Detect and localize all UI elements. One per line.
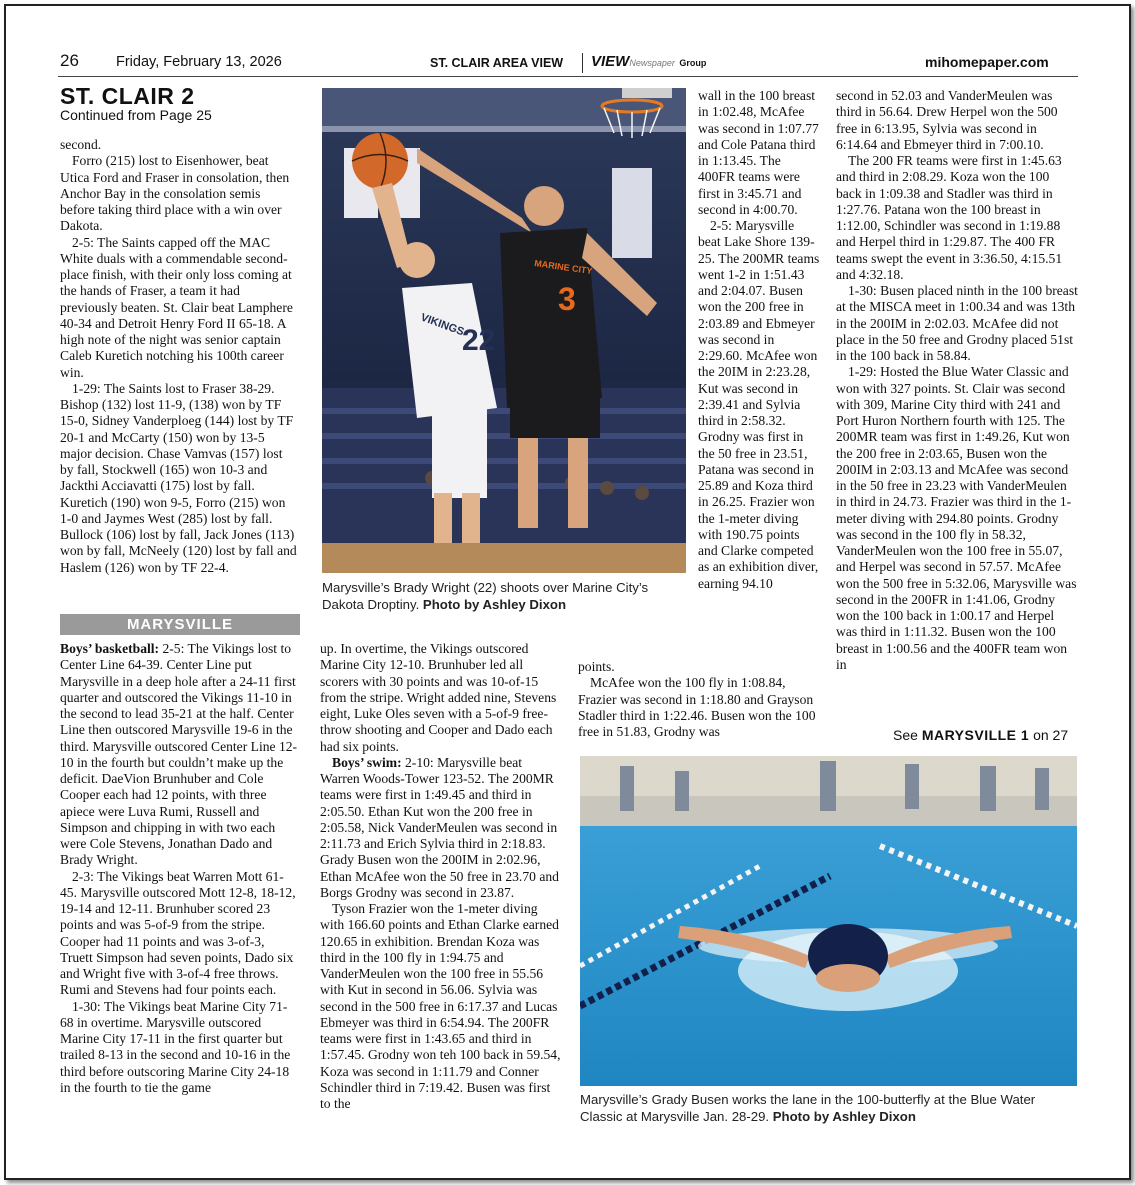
marysville-banner [60, 614, 300, 635]
group-logo-tail: Group [679, 58, 707, 68]
swim-photo-credit: Photo by Ashley Dixon [772, 1108, 916, 1124]
basketball-text-1: 2-5: The Vikings lost to Center Line 64-39. Center Line put Marysville in a deep hole after a 24-11 first quarter and outscored the Vikings 11-10 in the second to lead 35-21 at the half. Center Line then outscored Marysville 19-6 in the third. Marysville outscored Center Line 12-10 in the fourth but couldn’t make up the deficit. DaeVion Brunhuber and Cole Cooper each had 12 points, with three apiece were Luva Rumi, Russell and Simpson and chipping in with two each were Cole Stevens, Jonathan Dado and Brady Wright. [60, 641, 298, 868]
basketball-photo [322, 88, 686, 573]
marysville-column-5 [836, 88, 1078, 673]
basketball-lead: Boys’ basketball: [60, 641, 160, 656]
swim-photo [580, 756, 1077, 1086]
basketball-photo-credit: Photo by Ashley Dixon [422, 596, 567, 612]
swim-lead: Boys’ swim: [332, 754, 402, 770]
basketball-para-3: 1-30: The Vikings beat Marine City 71-68 in overtime. Marysville outscored Marine City 17-11 in the first quarter but trailed 8-13 in the second and 10-16 in the third before outscoring Marine City 24-18 in the fourth to tie the game [60, 998, 291, 1095]
col5-para-2: The 200 FR teams were first in 1:45.63 and third in 2:08.29. Koza won the 100 back in 1:09.38 and Stadler was third in 1:27.76. Patana won the 100 breast in 1:12.00, Schindler was second in 1:19.88 and Herpel third in 1:29.87. The 400 FR teams swept the event in 3:36.50, 4:15.51 and 4:32.18. [836, 153, 1063, 282]
swim-photo-art [580, 756, 1077, 1086]
swim-para-2: Tyson Frazier won the 1-meter diving with 166.60 points and Ethan Clarke earned 120.65 in exhibition. Brendan Koza was third in the 100 fly in 1:94.75 and VanderMeulen won the 100 free in 55.56 with Kut in second in 56.06. Sylvia was second in the 500 free in 6:17.37 and Lucas Ebmeyer was third in 6:54.94. The 200FR teams were first in 1:43.65 and third in 1:57.45. Grodny won teh 100 back in 59.54, Koza was second in 1:11.79 and Conner Schindler third in 7:19.42. Busen was first to the [320, 901, 561, 1111]
jump-see: See [893, 727, 918, 743]
marysville-column-3 [320, 641, 561, 1112]
basketball-para-1 [60, 641, 300, 869]
publication-name: ST. CLAIR AREA VIEW [430, 56, 564, 70]
issue-date: Friday, February 13, 2026 [116, 54, 282, 70]
stclair-para-4: 1-29: The Saints lost to Fraser 38-29. Bishop (132) lost 11-9, (138) won by TF 15-0, Sidney Vanderploeg (144) lost by TF 20-1 and McCarty (150) won by 13-5 major decision. Chase Vamvas (157) lost by fall, Stockwell (165) won 10-3 and Jackthi Acciavatti (175) lost by fall. Kuretich (190) won 9-5, Forro (215) won 1-0 and Jaymes West (285) lost by fall. Bullock (106) lost by fall, Jack Jones (113) won by fall, McNeely (120) lost by fall and Haslem (126) won by TF 22-4. [60, 380, 297, 575]
col4-points: points. [578, 659, 615, 674]
stclair-para-2: Forro (215) lost to Eisenhower, beat Utica Ford and Fraser in consolation, then Anchor Bay in the consolation semis before taking third place with a win over Dakota. [60, 153, 290, 234]
marysville-banner-label: MARYSVILLE [126, 616, 234, 633]
col5-para-3: 1-30: Busen placed ninth in the 100 breast at the MISCA meet in 1:00.34 and was 13th in the 200IM in 2:02.03. McAfee did not place in the 50 free and Grodny placed 51st in the 100 back in 58.84. [836, 283, 1078, 363]
basketball-photo-art [322, 88, 686, 573]
basketball-caption [322, 580, 688, 613]
col3-para-1: up. In overtime, the Vikings outscored Marine City 12-10. Brunhuber led all scorers with 30 points and was 10-of-15 from the stripe. Wright added nine, Stevens eight, Luke Oles seven with a 5-of-9 free-throw shooting and Cooper and Dado each had six points. [320, 641, 557, 754]
jump-page: on 27 [1033, 727, 1069, 743]
swim-para-1 [320, 755, 561, 901]
away-jersey-number: 3 [558, 281, 576, 317]
marysville-column-1 [60, 641, 300, 1096]
stclair-para-3: 2-5: The Saints capped off the MAC White duals with a commendable second-place finish, with their only loss coming at the hands of Fraser, a team it had previously beaten. St. Clair beat Lamphere 40-34 and Detroit Henry Ford II 65-18. A high note of the night was senior captain Caleb Kuretich notching his 100th career win. [60, 234, 293, 380]
home-jersey-name: VIKINGS [418, 311, 466, 339]
page-number: 26 [60, 51, 79, 70]
marysville-column-4 [698, 88, 820, 592]
col5-para-4: 1-29: Hosted the Blue Water Classic and won with 327 points. St. Clair was second with 309, Marine City third with 241 and Port Huron Northern fourth with 125. The 200MR team was first in 1:49.26, Kut won the 200 free in 2:03.65, Busen won the 200IM in 2:03.13 and McAfee was second in the 50 free in 23.23 with VanderMeulen in third in 24.73. Frazier was third in the 1-meter diving with 294.80 points. Grodny was second in the 100 fly in 58.32, VanderMeulen won the 100 free in 55.07, and Herpel was second in 57.57. McAfee won the 500 free in 5:32.06, Marysville was second in the 200FR in 1:41.06, Grodny won the 100 back in 1:00.17 and Herpel was third in 1:11.32. Busen won the 100 breast in 1:00.56 and the 400FR team won in [836, 364, 1077, 672]
away-jersey-name: MARINE CITY [533, 258, 594, 277]
stclair-headline: ST. CLAIR 2 [60, 83, 195, 109]
jump-target: MARYSVILLE 1 [921, 727, 1030, 743]
col4-para-1: wall in the 100 breast in 1:02.48, McAfee was second in 1:07.77 and Cole Patana third in 1:13.45. The 400FR teams were first in 3:45.71 and second in 4:00.70. [698, 88, 819, 217]
col5-para-1: second in 52.03 and VanderMeulen was third in 56.64. Drew Herpel won the 500 free in 6:13.95, Sylvia was second in 6:14.64 and Ebmeyer third in 7:00.10. [836, 88, 1058, 152]
swim-caption-text: Marysville’s Grady Busen works the lane in the 100-butterfly at the Blue Water Classic at Marysville Jan. 28-29. [580, 1092, 1036, 1124]
home-jersey-number: 22 [462, 324, 496, 357]
group-logo [591, 53, 706, 71]
swim-caption [580, 1092, 1078, 1125]
basketball-para-2: 2-3: The Vikings beat Warren Mott 61-45. Marysville outscored Mott 12-8, 18-12, 19-14 and 12-11. Brunhuber scored 23 points and was 5-of-9 from the stripe. Cooper had 11 points and was 3-of-3, Truett Simpson had seven points, Dado six and Wright five with 3-of-4 free throws. Rumi and Stevens had four points each. [60, 868, 296, 998]
website-url: mihomepaper.com [925, 54, 1049, 70]
group-logo-view: VIEW [591, 53, 630, 70]
stclair-column [60, 137, 298, 576]
stclair-para-1: second. [60, 137, 102, 152]
swim-text-1: 2-10: Marysville beat Warren Woods-Tower 123-52. The 200MR teams were first in 1:49.45 and third in 2:05.50. Ethan Kut won the 200 free in 2:05.58, Nick VanderMeulen was second in 2:11.73 and Erich Sylvia third in 2:18.83. Grady Busen won the 200IM in 2:02.96, Ethan McAfee won the 50 free in 23.70 and Borgs Grodny was second in 23.87. [320, 754, 559, 900]
header-divider [582, 53, 583, 73]
jump-line [893, 727, 1068, 743]
marysville-column-4-lower [578, 659, 820, 740]
col4-para-2: 2-5: Marysville beat Lake Shore 139-25. The 200MR teams went 1-2 in 1:51.43 and 2:04.07. Busen won the 200 free in 2:03.89 and Ebmeyer was second in 2:29.60. McAfee won the 20IM in 2:23.28, Kut was second in 2:39.41 and Sylvia third in 2:58.32. Grodny was first in the 50 free in 23.51, Patana was second in 25.89 and Koza third in 26.25. Frazier won the 1-meter diving with 190.75 points and Clarke competed as an exhibition diver, earning 94.10 [698, 218, 820, 591]
continued-line: Continued from Page 25 [60, 107, 212, 123]
basketball-caption-text: Marysville’s Brady Wright (22) shoots over Marine City’s Dakota Droptiny. [322, 580, 649, 612]
col4-para-3: McAfee won the 100 fly in 1:08.84, Frazier was second in 1:18.80 and Grayson Stadler third in 1:22.46. Busen won the 100 free in 51.83, Grodny was [578, 675, 816, 739]
group-logo-sub: Newspaper [629, 58, 675, 68]
header-rule [58, 76, 1078, 77]
